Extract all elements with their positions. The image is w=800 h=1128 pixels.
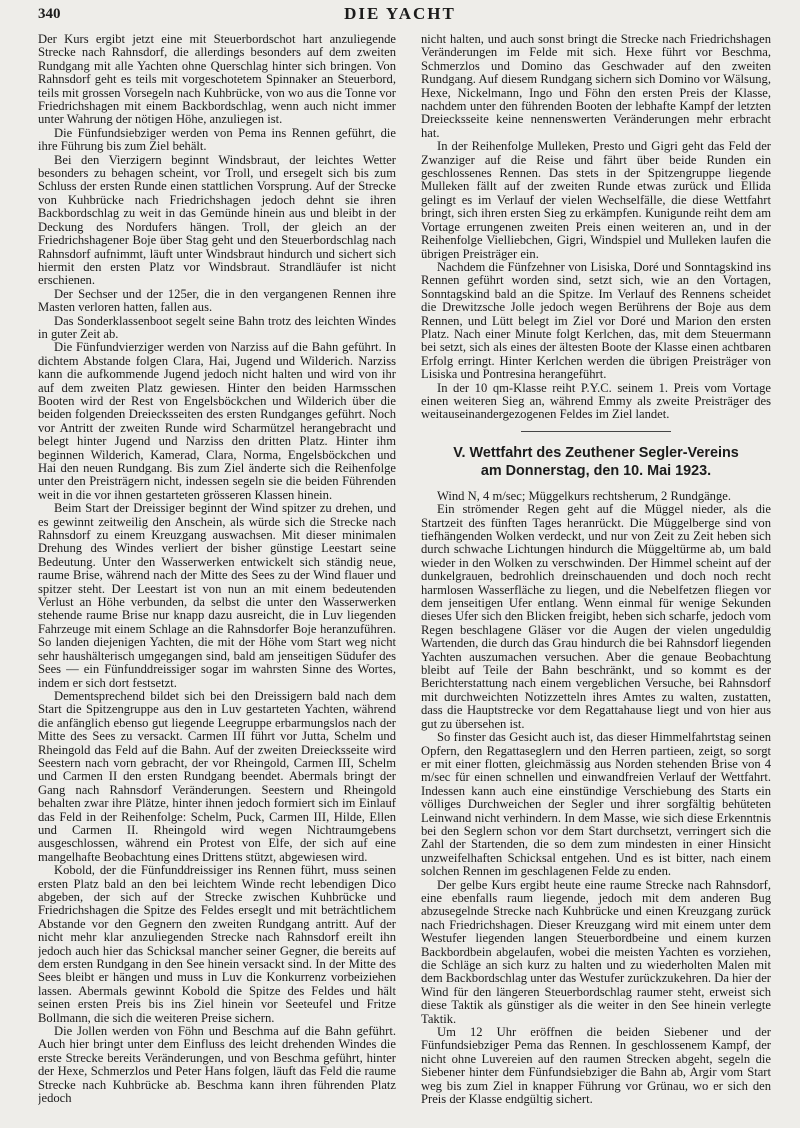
section-divider: [521, 431, 671, 432]
paragraph: Dementsprechend bildet sich bei den Dreissigern bald nach dem Start die Spitzengruppe aus den in Luv gestarteten Yachten, während die anfänglich ebenso gut liegende Leegruppe erbarmungslos nach der Mitte des Sees zu versackt. Carmen III führt vor Jutta, Schelm und Rheingold das Feld auf die Bahn. Auf der zweiten Dreiecksseite wird Seestern nach vorn gebracht, der vor Rheingold, Carmen III, Schelm und Carmen II den ersten Rundgang beendet. Abermals bringt der Gang nach Rahnsdorf Veränderungen. Seestern und Rheingold behalten zwar ihre Plätze, hinter ihnen jedoch formiert sich im Einlauf das Feld in der Reihenfolge: Schelm, Puck, Carmen III, Hilde, Ellen und Carmen II. Rheingold wird wegen Nichtraumgebens ausgeschlossen, während ein Protest von Elfe, der sich auf eine mangelhafte Beobachtung eines Drittens stützt, abgewiesen wird.: [38, 688, 396, 864]
running-title: DIE YACHT: [344, 4, 456, 23]
paragraph: Die Jollen werden von Föhn und Beschma auf die Bahn geführt. Auch hier bringt unter dem Einfluss des leicht drehenden Windes die erste Strecke bereits Veränderungen, und von Beschma geführt, hinter der Hexe, Schmerzlos und Peter Hans folgen, läuft das Feld die raume Strecke nach Kuhbrücke ab. Beschma kann ihren führenden Platz jedoch: [38, 1024, 396, 1106]
paragraph: In der Reihenfolge Mulleken, Presto und Gigri geht das Feld der Zwanziger auf die Reise und fährt über beide Runden ein geschlossenes Rennen. Das stets in der Spitzengruppe liegende Mulleken fällt auf der zweiten Runde etwas zurück und Ellida gelingt es im Verlauf der vielen Wechselfälle, die diese Wettfahrt bringt, sich ihren ersten Sieg zu erkämpfen. Kunigunde reiht dem am Vortage errungenen zweiten Preis einen weiteren an, und in der Reihenfolge Vielliebchen, Gigri, Windspiel und Mulleken laufen die übrigen Preisträger ein.: [421, 139, 771, 261]
section-heading: [421, 444, 771, 480]
paragraph: So finster das Gesicht auch ist, das dieser Himmelfahrtstag seinen Opfern, den Regattaseglern und den Herren partieen, zeigt, so sorgt er mit einer flotten, gleichmässig aus Norden stehenden Brise von 4 m/sec für einen schnellen und einwandfreien Verlauf der Wettfahrt. Indessen kann auch eine einstündige Verschiebung des Starts ein völliges Durchweichen der Segler und ihrer sorgfältig behüteten Leinwand nicht verhindern. In dem Masse, wie sich diese Erkenntnis bei den Seglern schon vor dem Start durchsetzt, verringert sich die Zahl der Startenden, die so dem zum mindesten in einer Hinsicht unzweifelhaften Schicksal entgehen. Und es ist bitter, nach einem solchen Rennen im geschlagenen Felde zu enden.: [421, 730, 771, 879]
page-number: 340: [38, 6, 61, 22]
paragraph: Das Sonderklassenboot segelt seine Bahn trotz des leichten Windes in guter Zeit ab.: [38, 313, 396, 341]
paragraph: Um 12 Uhr eröffnen die beiden Siebener und der Fünfundsiebziger Pema das Rennen. In geschlossenem Kampf, der nicht ohne Luvereien auf den raumen Strecken abgeht, segeln die Siebener hinter dem Fünfundsiebziger die Bahn ab, Argir vom Start weg bis zum Ziel in knapper Führung vor Grünau, wo er sich den Preis der Klasse endgültig sichert.: [421, 1025, 771, 1107]
paragraph: Der Sechser und der 125er, die in den vergangenen Rennen ihre Masten verloren hatten, fallen aus.: [38, 286, 396, 315]
weather-line: Wind N, 4 m/sec; Müggelkurs rechtsherum, 2 Rundgänge.: [437, 488, 731, 503]
paragraph: Ein strömender Regen geht auf die Müggel nieder, als die Startzeit des fünften Tages heranrückt. Die Müggelberge sind von tiefhängenden Wolken verdeckt, und nur von Zeit zu Zeit heben sich durch schwache Lichtungen hindurch die Müggeltürme ab, um bald wieder in den Wolken zu verschwinden. Der Himmel scheint auf der dunkelgrauen, bedrohlich dreinschauenden und doch noch recht harmlosen Wasserfläche zu liegen, und die Nebelfetzen fliegen vor dem jenseitigen Ufer entlang. Wenn einmal für wenige Sekunden dieses Ufer sich den Blicken freigibt, heben sich scharfe, jedoch vom Regen beschlagene Gläser vor die Augen der vielen ungeduldig Wartenden, die durch das Grau hindurch die bei Rahnsdorf liegenden Yachten auszumachen versuchen. Aber die genaue Beobachtung bleibt auf Teile der Bahn beschränkt, und so kommt es der Berichterstattung nach einem vergeblichen Versuche, bei Rahnsdorf mit durchweichten Notizzetteln ihres Amtes zu walten, zustatten, dass die Hauptstrecke vor dem Regattahause liegt und von hier aus gut zu übersehen ist.: [421, 502, 771, 731]
paragraph: nicht halten, und auch sonst bringt die Strecke nach Friedrichshagen Veränderungen im Felde mit sich. Hexe führt vor Beschma, Schmerzlos und Domino das Geschwader auf den zweiten Rundgang. Auf diesem Rundgang sichern sich Domino vor Wälsung, Hexe, Nickelmann, Ingo und Föhn den ersten Preis der Klasse, nachdem unter den führenden Booten der lebhafte Kampf der letzten Dreiecksseite keine nennenswerten Veränderungen mehr erbracht hat.: [421, 33, 771, 140]
section-title-line-1: V. Wettfahrt des Zeuthener Segler-Vereins: [453, 444, 739, 461]
paragraph: Nachdem die Fünfzehner von Lisiska, Doré und Sonntagskind ins Rennen geführt worden sind, setzt sich, wie an den Vortagen, Sonntagskind bald an die Spitze. Im Verlauf des Rennens scheidet die Drewitzsche Jolle jedoch wegen Berührens der Boje aus dem Rennen, und Lütt belegt im Ziel vor Doré und Marion den ersten Platz. Nach einer Minute folgt Kerlchen, das, mit dem Steuermann bei setzt, sich als eines der ältesten Boote der Klasse einen achtbaren Erfolg erringt. Hinter Kerlchen werden die übrigen Preisträger von Lisiska und Pontresina herangeführt.: [421, 259, 771, 382]
left-column: [38, 33, 396, 1121]
paragraph: Beim Start der Dreissiger beginnt der Wind spitzer zu drehen, und es gewinnt zeitweilig den Anschein, als würde sich die Strecke nach Rahnsdorf zu einem Kreuzgang auswachsen. Mit dieser minimalen Drehung des Windes verliert der bisher günstige Leestart seine Bedeutung. Unter den Wasserwerken entwickelt sich ständig neue, raume Brise, während nach der Mitte des Sees zu der Wind flauer und spitzer steht. Der Leestart ist von nun an mit einem bedeutenden Verlust an Höhe verbunden, da selbst die unter den Wasserwerken stehende raume Brise nur knapp dazu ausreicht, die in Luv liegenden Fahrzeuge mit einem Schlage an die Rahnsdorfer Boje heranzuführen. So landen diejenigen Yachten, die mit der Höhe vom Start weg nicht sehr haushälterisch umgegangen sind, bald am jenseitigen Südufer des Sees — ein Fünfunddreissiger sogar im wahrsten Sinne des Wortes, indem er sich dort festsetzt.: [38, 501, 396, 690]
paragraph: Der gelbe Kurs ergibt heute eine raume Strecke nach Rahnsdorf, eine ebenfalls raum liegende, jedoch mit dem anderen Bug abzusegelnde Strecke nach Kuhbrücke und einen Kreuzgang zurück nach Friedrichshagen. Dieser Kreuzgang wird mit einem unter dem Westufer liegenden langen Steuerbordbeine und einem kurzen Backbordbein abgelaufen, wobei die meisten Yachten es vorziehen, die Schläge an sich kurz zu halten und zu wiederholten Malen mit dem Backbordschlag unter das Westufer zurückzukehren. Da hier der Wind für den längeren Steuerbordschlag raumer steht, erweist sich diese Taktik als günstiger als die weiter in den See hinein verlegte Taktik.: [421, 877, 771, 1026]
paragraph: Der Kurs ergibt jetzt eine mit Steuerbordschot hart anzuliegende Strecke nach Rahnsdorf, die allerdings besonders auf dem zweiten Rundgang mit alle Yachten ohne Querschlag hinter sich bringen. Von Rahnsdorf geht es teils mit vorgeschotetem Spinnaker an Steuerbord, teils mit grossen Vorsegeln nach Kuhbrücke, von wo aus die Tonne vor Friedrichshagen mit einem Backbordschlag, wenn auch nicht immer unter Wahrung der nötigen Höhe, anzuliegen ist.: [38, 33, 396, 127]
paragraph: Die Fünfundsiebziger werden von Pema ins Rennen geführt, die ihre Führung bis zum Ziel behält.: [38, 125, 396, 154]
section-title-line-2: am Donnerstag, den 10. Mai 1923.: [480, 462, 712, 479]
paragraph: Kobold, der die Fünfunddreissiger ins Rennen führt, muss seinen ersten Platz bald an den bei leichtem Winde recht lebendigen Dico abgeben, der sich auf der Strecke zwischen Kuhbrücke und Friedrichshagen die Spitze des Feldes erseglt und mit beträchtlichem Abstande vor den Gegnern den zweiten Rundgang antritt. Auf der nicht mehr klar anzuliegenden Strecke nach Rahnsdorf ereilt ihn jedoch auch hier das Schicksal mancher seiner Gegner, die bereits auf dem ersten Rundgang in den See hinein versackt sind. In der Mitte des Sees bleibt er hängen und muss in Luv die Konkurrenz vorbeiziehen lassen. Abermals gewinnt Kobold die Spitze des Feldes und hält seinen ersten Preis bis ins Ziel hinein vor Seeteufel und Fritze Bollmann, die sich die weiteren Preise sichern.: [38, 863, 396, 1025]
right-column: [421, 33, 771, 1121]
paragraph: Bei den Vierzigern beginnt Windsbraut, der leichtes Wetter besonders zu behagen scheint, vor Troll, und ersegelt sich bis zum Schluss der ersten Runde einen stattlichen Vorsprung. Auf der Strecke von Kuhbrücke nach Friedrichshagen jedoch dehnt sie ihren Backbordschlag zu weit in das Gemünde hinein aus und bleibt in der Deckung des Nordufers hängen. Troll, der gleich an der Friedrichshagener Boje über Stag geht und den Steuerbordschlag nach Rahnsdorf aufnimmt, läuft unter Windsbraut hindurch und sichert sich hiermit den ersten Platz vor Windsbraut. Strandläufer ist nicht erschienen.: [38, 152, 396, 288]
paragraph: Die Fünfundvierziger werden von Narziss auf die Bahn geführt. In dichtem Abstande folgen Clara, Hai, Jugend und Wilderich. Narziss kann die aufkommende Jugend jedoch nicht halten und wird von ihr auf dem zweiten Platz gewiesen. Hinter den beiden Harmsschen Booten wird der Rest von Engelsböckchen und Wilderich über die beiden folgenden Dreiecksseiten des ersten Rundganges geführt. Noch vor Antritt der zweiten Runde wird Scharmützel herangebracht und belegt hinter Jugend und Narziss den dritten Platz. Hinter ihm beginnen Wilderich, Kamerad, Clara, Norma, Engelsböckchen und Hai den neuen Rundgang. Bis zum Ziel änderte sich die Reihenfolge unter den Preisträgern nicht, indessen segeln sie die beiden Führenden weit in die vor ihnen gestarteten grösseren Klassen hinein.: [38, 340, 396, 502]
paragraph: In der 10 qm-Klasse reiht P.Y.C. seinem 1. Preis vom Vortage einen weiteren Sieg an, während Emmy als zweite Preisträger des weitauseinandergezogenen Feldes im Ziel landet.: [421, 380, 771, 422]
